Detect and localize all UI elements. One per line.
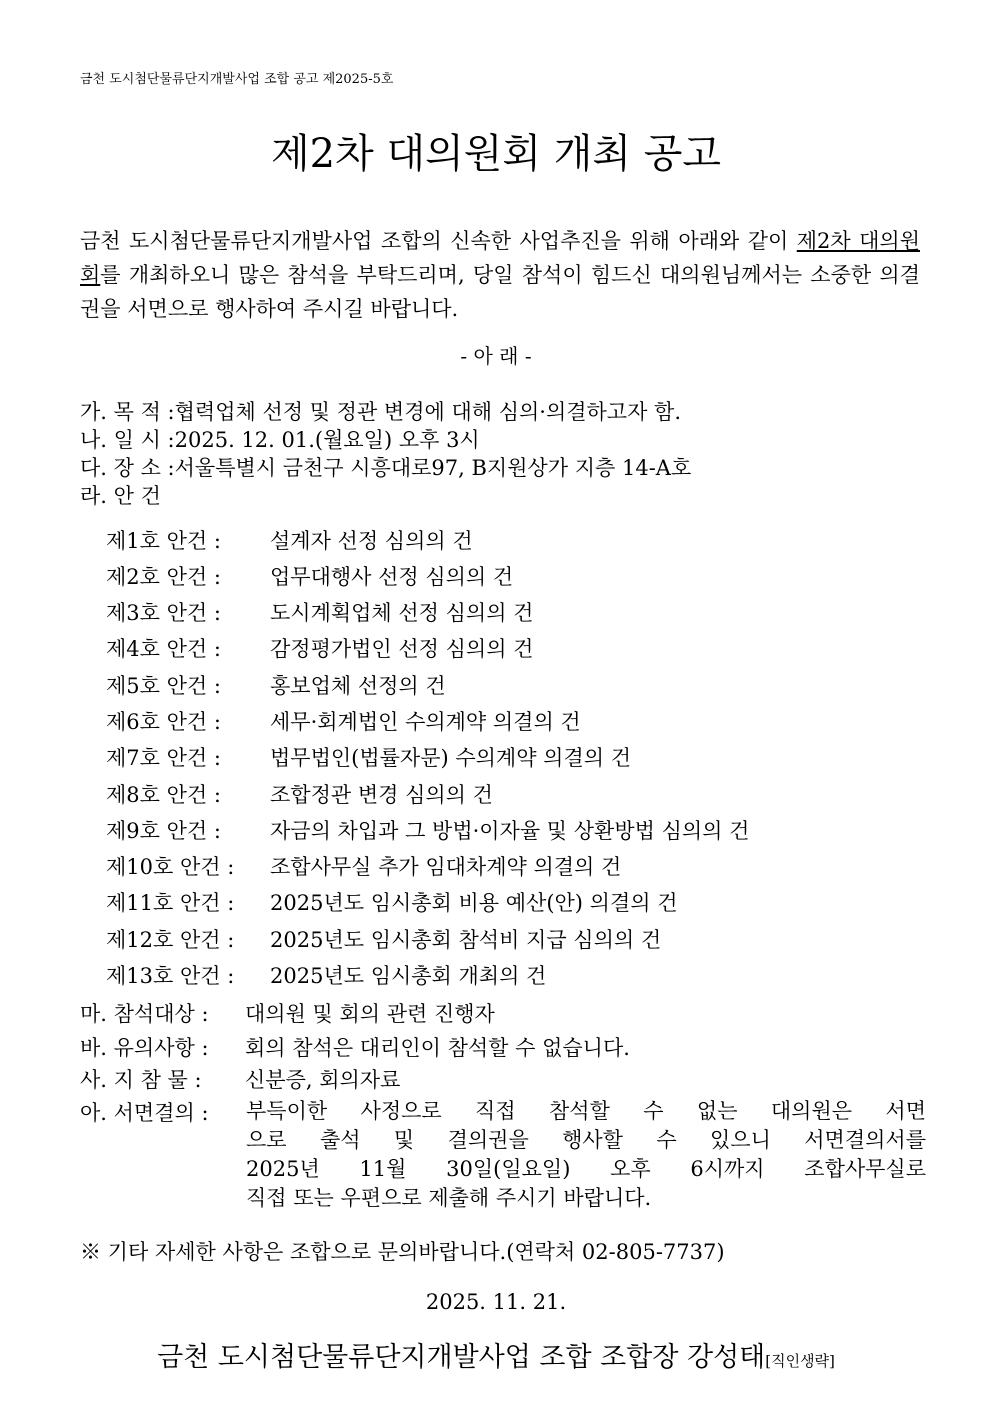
written-vote-label: 아. 서면결의 : <box>80 1101 209 1125</box>
seal-omitted-note: [직인생략] <box>765 1352 835 1370</box>
note-label: 마. 참석대상 : <box>80 1002 209 1026</box>
written-vote-text <box>246 1097 926 1213</box>
agenda-text: 조합사무실 추가 임대차계약 의결의 건 <box>270 855 622 879</box>
item-label: 다. 장 소 : <box>80 456 175 480</box>
agenda-text: 2025년도 임시총회 개최의 건 <box>270 964 547 988</box>
note-attendees <box>80 998 495 1028</box>
notice-date: 2025. 11. 21. <box>425 1290 567 1314</box>
agenda-number: 제13호 안건 : <box>106 964 235 988</box>
below-heading: - 아 래 - <box>460 344 532 368</box>
agenda-item <box>106 960 546 990</box>
item-value: 서울특별시 금천구 시흥대로97, B지원상가 지층 14-A호 <box>174 456 692 480</box>
item-label: 나. 일 시 : <box>80 428 175 452</box>
agenda-number: 제7호 안건 : <box>106 746 221 770</box>
written-vote-line: 2025년 11월 30일(일요일) 오후 6시까지 조합사무실로 <box>246 1157 926 1181</box>
note-value: 대의원 및 회의 관련 진행자 <box>245 1002 495 1026</box>
note-label: 바. 유의사항 : <box>80 1036 209 1060</box>
intro-text-1: 금천 도시첨단물류단지개발사업 조합의 신속한 사업추진을 위해 아래와 같이 <box>80 229 797 253</box>
note-caution <box>80 1032 630 1062</box>
agenda-number: 제9호 안건 : <box>106 819 221 843</box>
agenda-text: 2025년도 임시총회 비용 예산(안) 의결의 건 <box>270 891 678 915</box>
agenda-number: 제12호 안건 : <box>106 928 235 952</box>
agenda-number: 제3호 안건 : <box>106 601 221 625</box>
agenda-text: 조합정관 변경 심의의 건 <box>270 783 493 807</box>
note-bring-items <box>80 1064 400 1094</box>
agenda-item <box>106 561 513 591</box>
agenda-number: 제10호 안건 : <box>106 855 235 879</box>
agenda-number: 제6호 안건 : <box>106 710 221 734</box>
agenda-item <box>106 633 533 663</box>
agenda-item <box>106 670 446 700</box>
item-datetime <box>80 424 480 454</box>
agenda-text: 법무법인(법률자문) 수의계약 의결의 건 <box>270 746 631 770</box>
signature-line <box>0 1335 992 1374</box>
agenda-item <box>106 851 621 881</box>
agenda-item <box>106 887 678 917</box>
note-label: 사. 지 참 물 : <box>80 1068 202 1092</box>
agenda-text: 업무대행사 선정 심의의 건 <box>270 565 514 589</box>
contact-note: ※ 기타 자세한 사항은 조합으로 문의바랍니다.(연락처 02-805-7737) <box>80 1240 725 1264</box>
note-value: 회의 참석은 대리인이 참석할 수 없습니다. <box>245 1036 630 1060</box>
agenda-number: 제4호 안건 : <box>106 637 221 661</box>
notice-number: 금천 도시첨단물류단지개발사업 조합 공고 제2025-5호 <box>80 72 394 87</box>
page-title: 제2차 대의원회 개최 공고 <box>271 131 721 177</box>
agenda-number: 제5호 안건 : <box>106 674 221 698</box>
agenda-number: 제8호 안건 : <box>106 783 221 807</box>
agenda-item <box>106 815 749 845</box>
item-label: 가. 목 적 : <box>80 400 175 424</box>
agenda-item <box>106 525 473 555</box>
agenda-text: 세무·회계법인 수의계약 의결의 건 <box>270 710 581 734</box>
agenda-text: 2025년도 임시총회 참석비 지급 심의의 건 <box>270 928 662 952</box>
agenda-text: 자금의 차입과 그 방법·이자율 및 상환방법 심의의 건 <box>270 819 750 843</box>
note-value: 신분증, 회의자료 <box>245 1068 401 1092</box>
item-value: 2025. 12. 01.(월요일) 오후 3시 <box>174 428 480 452</box>
item-agenda-heading <box>80 480 161 510</box>
intro-underlined-text: 제2차 대의원회 <box>80 229 920 287</box>
agenda-number: 제11호 안건 : <box>106 891 235 915</box>
agenda-item <box>106 779 493 809</box>
agenda-number: 제1호 안건 : <box>106 529 221 553</box>
item-label: 라. 안 건 <box>80 484 161 508</box>
written-vote-line: 직접 또는 우편으로 제출해 주시기 바랍니다. <box>246 1186 652 1210</box>
agenda-item <box>106 706 581 736</box>
signatory-name: 금천 도시첨단물류단지개발사업 조합 조합장 강성태 <box>157 1342 766 1373</box>
agenda-number: 제2호 안건 : <box>106 565 221 589</box>
item-value: 협력업체 선정 및 정관 변경에 대해 심의·의결하고자 함. <box>174 400 682 424</box>
intro-paragraph <box>80 224 920 326</box>
written-vote-line: 부득이한 사정으로 직접 참석할 수 없는 대의원은 서면 <box>246 1099 926 1123</box>
agenda-item <box>106 742 631 772</box>
written-vote-line: 으로 출석 및 결의권을 행사할 수 있으니 서면결의서를 <box>246 1128 926 1152</box>
agenda-text: 감정평가법인 선정 심의의 건 <box>270 637 534 661</box>
item-purpose <box>80 396 681 426</box>
agenda-item <box>106 597 533 627</box>
intro-text-2: 를 개최하오니 많은 참석을 부탁드리며, 당일 참석이 힘드신 대의원님께서는 소중한 의결권을 서면으로 행사하여 주시길 바랍니다. <box>80 263 920 321</box>
item-venue <box>80 452 691 482</box>
agenda-text: 설계자 선정 심의의 건 <box>270 529 473 553</box>
agenda-text: 도시계획업체 선정 심의의 건 <box>270 601 534 625</box>
agenda-text: 홍보업체 선정의 건 <box>270 674 446 698</box>
agenda-item <box>106 924 661 954</box>
